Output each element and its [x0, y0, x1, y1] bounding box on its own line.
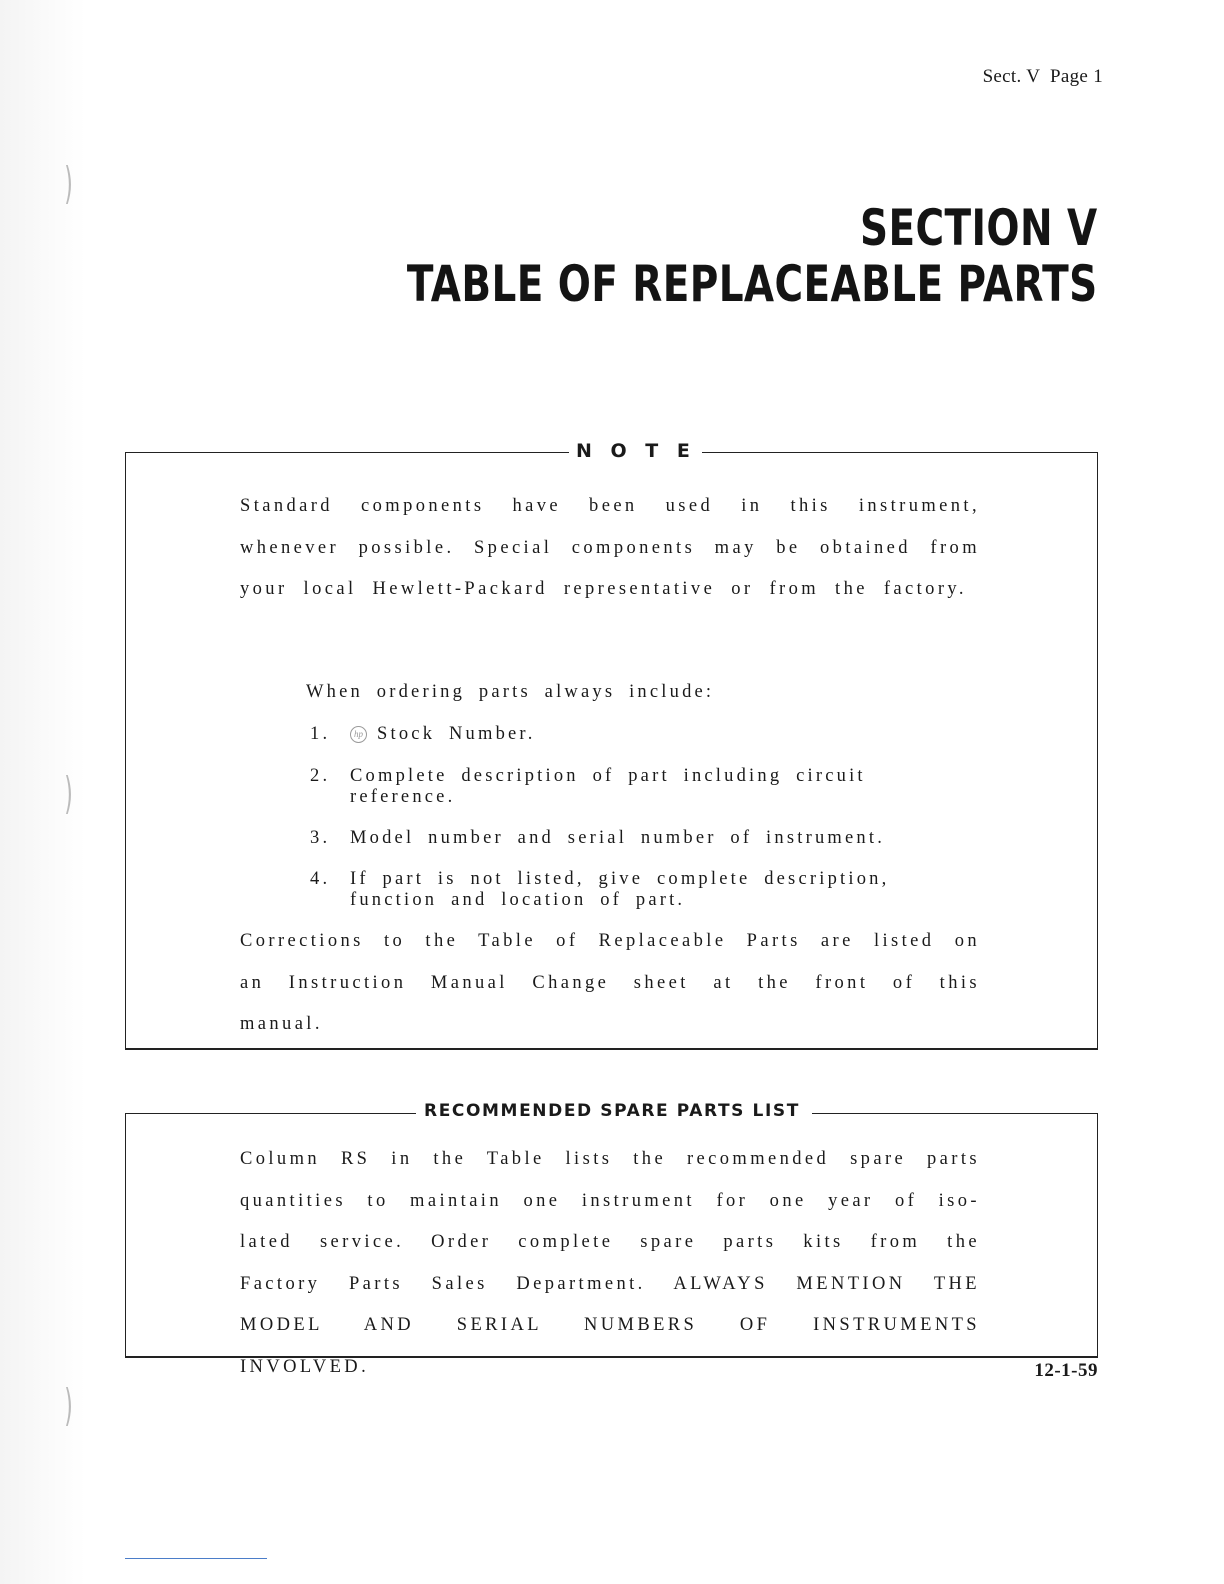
list-item-text: Stock Number. — [377, 724, 536, 744]
list-item-number: 4. — [310, 869, 331, 889]
revision-date: 12-1-59 — [1034, 1360, 1098, 1381]
list-item-number: 3. — [310, 828, 331, 848]
list-item-text: Model number and serial number of instrument. — [350, 828, 886, 848]
note-label: N O T E — [570, 440, 702, 462]
box-top-rule-right — [654, 452, 1097, 453]
list-item-number: 2. — [310, 766, 331, 786]
box-top-rule-right — [812, 1113, 1097, 1114]
list-item-text: Complete description of part including circuit reference. — [350, 766, 866, 807]
page-binding-edge — [0, 0, 86, 1584]
ordering-intro — [306, 682, 906, 703]
note-paragraph: Standard components have been used in this instrument, whenever possible. Special components may be obtained from your local Hewlett-Packard representative or from the factory. — [240, 496, 980, 599]
ordering-intro-text: When ordering parts always include: — [306, 682, 715, 702]
binder-hole-mark: ) — [64, 1380, 73, 1431]
section-subtitle: TABLE OF REPLACEABLE PARTS — [407, 255, 1098, 313]
binder-hole-mark: ) — [64, 768, 73, 819]
box-top-rule-left — [126, 452, 569, 453]
note-box — [125, 440, 1098, 1050]
section-title: SECTION V — [860, 199, 1098, 257]
corrections-paragraph: Corrections to the Table of Replaceable Parts are listed on an Instruction Manual Change sheet at the front of this manual. — [240, 931, 980, 1034]
list-item-text: If part is not listed, give complete description, function and location of part. — [350, 869, 890, 910]
section-page-reference: Sect. V Page 1 — [982, 66, 1103, 87]
spare-parts-paragraph: Column RS in the Table lists the recommended spare parts quantities to maintain one instrument for one year of iso-lated service. Order complete spare parts kits from the Factory Parts Sales Department. ALWAYS MENTION THE MODEL AND SERIAL NUMBERS OF INSTRUMENTS INVOLVED. — [240, 1149, 980, 1377]
spare-parts-label: RECOMMENDED SPARE PARTS LIST — [418, 1101, 806, 1121]
footer-rule — [125, 1558, 267, 1559]
box-top-rule-left — [126, 1113, 416, 1114]
hp-logo-icon: hp — [350, 726, 367, 743]
list-item-number: 1. — [310, 724, 331, 744]
binder-hole-mark: ) — [64, 158, 73, 209]
